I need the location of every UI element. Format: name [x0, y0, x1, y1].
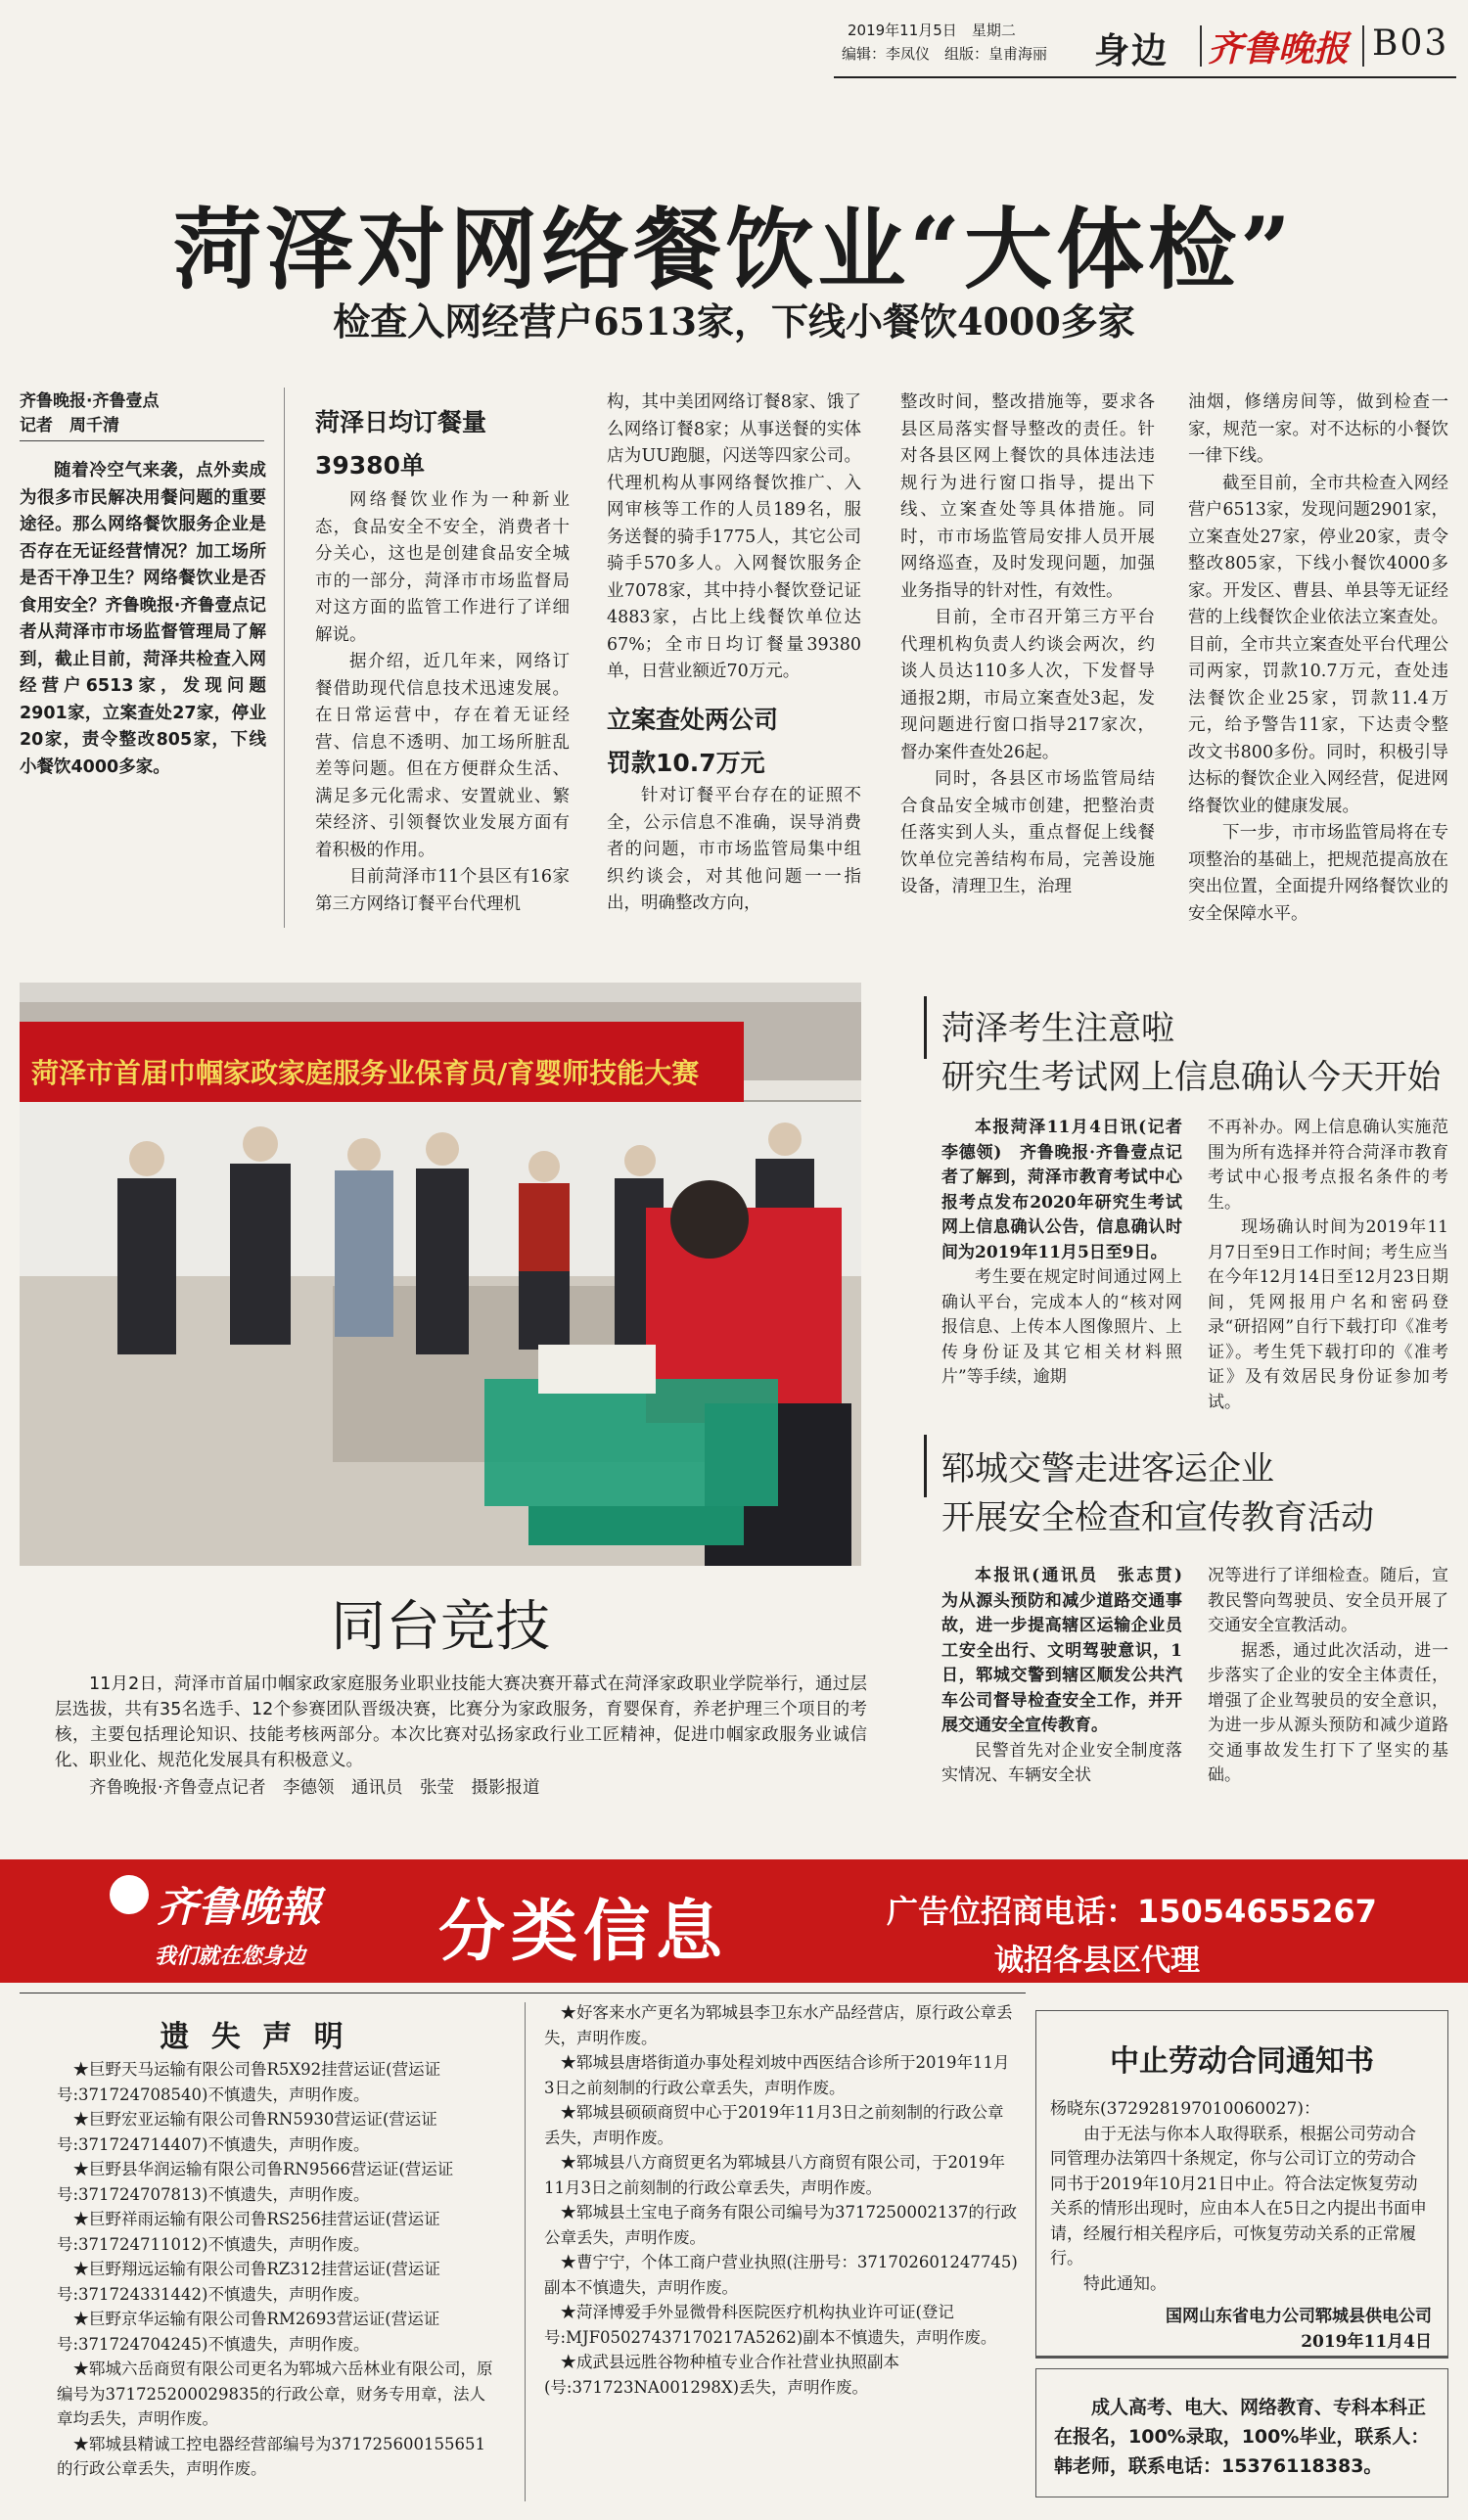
lead-col5: 油烟，修缮房间等，做到检查一家，规范一家。对不达标的小餐饮一律下线。 截至目前，全市共检查入网经营户6513家，发现问题2901家，立案查处27家，停业20家，责令整改805家，下线小餐饮4000多家。开发区、曹县、单县等无证经营的上线餐饮企业依法立案查处。目前，全市共立案查处平台代理公司两家，罚款10.7万元，查处违法餐饮企业25家，罚款11.4万元，给予警告11家，下达责令整改文书800多份。同时，积极引导达标的餐饮企业入网经营，促进网络餐饮业的健康发展。 下一步，市市场监管局将在专项整治的基础上，把规范提高放在突出位置，全面提升网络餐饮业的安全保障水平。 — [1188, 392, 1448, 924]
labor-notice-body: 杨晓东(372928197010060027)： 由于无法与你本人取得联系，根据公司劳动合同管理办法第四十条规定，你与公司订立的劳动合同书于2019年10月21日中止。符合法定恢复劳动关系的情形出现时，应由本人在5日之内提出书面申请，经履行相关程序后，可恢复劳动关系的正常履行。 特此通知。 国网山东省电力公司郓城县供电公司 2019年11月4日 — [1050, 2099, 1432, 2352]
banner-title: 分类信息 — [438, 1893, 729, 1971]
lead-col3: 构，其中美团网络订餐8家、饿了么网络订餐8家；从事送餐的实体店为UU跑腿，闪送等四家公司。代理机构从事网络餐饮推广、入网审核等工作的人员189名，服务送餐的骑手1775人，其它公司骑手570多人。入网餐饮服务企业7078家，其中持小餐饮登记证4883家，占比上线餐饮单位达67%；全市日均订餐量39380单，日营业额近70万元。 — [607, 392, 861, 681]
labor-notice-title: 中止劳动合同通知书 — [1110, 2044, 1374, 2079]
byline: 齐鲁晚报·齐鲁壹点 记者 周千清 — [20, 391, 160, 435]
photo-caption-title: 同台竞技 — [331, 1595, 550, 1659]
exam-col2: 不再补办。网上信息确认实施范围为所有选择并符合菏泽市教育考试中心报考点报名条件的考生。 现场确认时间为2019年11月7日至9日工作时间；考生应当在今年12月14日至12月23日期间，凭网报用户名和密码登录“研招网”自行下载打印《准考证》。考生凭下载打印的《准考证》及有效居民身份证参加考试。 — [1208, 1118, 1448, 1412]
labor-notice — [1035, 2010, 1448, 2357]
lead-intro: 随着冷空气来袭，点外卖成为很多市民解决用餐问题的重要途径。那么网络餐饮服务企业是否存在无证经营情况？加工场所是否干净卫生？网络餐饮业是否食用安全？齐鲁晚报·齐鲁壹点记者从菏泽市市场监督管理局了解到，截止目前，菏泽共检查入网经营户6513家，发现问题2901家，立案查处27家，停业20家，责令整改805家，下线小餐饮4000多家。 — [20, 461, 266, 777]
column-rule — [284, 388, 285, 928]
lead-col2: 网络餐饮业作为一种新业态，食品安全不安全，消费者十分关心，这也是创建食品安全城市的一部分，菏泽市市场监督局对这方面的监管工作进行了详细解说。 据介绍，近几年来，网络订餐借助现代信息技术迅速发展。在日常运营中，存在着无证经营、信息不透明、加工场所脏乱差等问题。但在方便群众生活、满足多元化需求、安置就业、繁荣经济、引领餐饮业发展方面有着积极的作用。 目前菏泽市11个县区有16家第三方网络订餐平台代理机 — [315, 490, 570, 914]
news-photo — [20, 983, 861, 1566]
page-number: B03 — [1372, 23, 1449, 64]
traffic-col1: 本报讯(通讯员 张志贯) 为从源头预防和减少道路交通事故，进一步提高辖区运输企业员工安全出行、文明驾驶意识，1日，郓城交警到辖区顺发公共汽车公司督导检查安全工作，并开展交通安全宣传教育。 民警首先对企业安全制度落实情况、车辆安全状 — [941, 1566, 1199, 1785]
banner-hotline: 广告位招商电话：15054655267 — [887, 1893, 1377, 1930]
education-ad-text: 成人高考、电大、网络教育、专科本科正在报名，100%录取，100%毕业，联系人：韩老师，联系电话：15376118383。 — [1054, 2397, 1430, 2477]
exam-col1: 本报菏泽11月4日讯(记者 李德领) 齐鲁晚报·齐鲁壹点记者了解到，菏泽市教育考试中心报考点发布2020年研究生考试网上信息确认公告，信息确认时间为2019年11月5日至9日。 考生要在规定时间通过网上确认平台，完成本人的“核对网报信息、上传本人图像照片、上传身份证及其它相关材料照片”等手续，逾期 — [941, 1118, 1199, 1387]
header-divider — [1362, 25, 1364, 67]
editor-credits: 编辑：李凤仪 组版：皇甫海丽 — [842, 45, 1048, 63]
section-name: 身边 — [1094, 30, 1170, 71]
story-marker — [924, 1435, 927, 1497]
byline-rule — [20, 440, 264, 441]
issue-date: 2019年11月5日 星期二 — [848, 22, 1016, 39]
traffic-col2: 况等进行了详细检查。随后，宣教民警向驾驶员、安全员开展了交通安全宣教活动。 据悉，通过此次活动，进一步落实了企业的安全主体责任，增强了企业驾驶员的安全意识，为进一步从源头预防和减少道路交通事故发生打下了坚实的基础。 — [1208, 1566, 1448, 1785]
column-rule — [525, 2002, 526, 2501]
banner-logo: 齐鲁晚報 — [157, 1883, 322, 1931]
lost-list-1: ★巨野天马运输有限公司鲁R5X92挂营运证(营运证号:371724708540)不慎遗失，声明作废。 ★巨野宏亚运输有限公司鲁RN5930营运证(营运证号:371724714407)不慎遗失，声明作废。 ★巨野县华润运输有限公司鲁RN9566营运证(营运证号:371724707813)不慎遗失，声明作废。 ★巨野祥雨运输有限公司鲁RS256挂营运证(营运证号:371724711012)不慎遗失，声明作废。 ★巨野翔远运输有限公司鲁RZ312挂营运证(营运证号:371724331442)不慎遗失，声明作废。 ★巨野京华运输有限公司鲁RM2693营运证(营运证号:371724704245)不慎遗失，声明作废。 ★郓城六岳商贸有限公司更名为郓城六岳林业有限公司，原编号为3717252000298​35的行政公章，财务专用章，法人章均丢失，声明作废。 ★郓城县精诚工控电器经营部编号为371725600155651的行政公章丢失，声明作废。 — [57, 2060, 493, 2478]
header-divider — [1200, 25, 1202, 67]
lost-title: 遗 失 声 明 — [160, 2020, 349, 2054]
headline: 菏泽对网络餐饮业“大体检” — [173, 198, 1295, 301]
lead-col4: 整改时间，整改措施等，要求各县区局落实督导整改的责任。针对各县区网上餐饮的具体违法违规行为进行窗口指导，提出下线、立案查处等具体措施。同时，市市场监管局安排人员开展网络巡查，及时发现问题，加强业务指导的针对性，有效性。 目前，全市召开第三方平台代理机构负责人约谈会两次，约谈人员达110多人次，下发督导通报2期，市局立案查处3起，发现问题进行窗口指导217家次，督办案件查处26起。 同时，各县区市场监管局结合食品安全城市创建，把整治责任落实到人头，重点督促上线餐饮单位完善结构布局，完善设施设备，清理卫生，治理 — [900, 392, 1155, 896]
subhead-order-volume: 菏泽日均订餐量 39380单 — [315, 408, 487, 480]
lost-list-2: ★好客来水产更名为郓城县李卫东水产品经营店，原行政公章丢失，声明作废。 ★郓城县唐塔街道办事处程刘坡中西医结合诊所于2019年11月3日之前刻制的行政公章丢失，声明作废。 ★郓城县硕硕商贸中心于2019年11月3日之前刻制的行政公章丢失，声明作废。 ★郓城县八方商贸更名为郓城县八方商贸有限公司，于2019年11月3日之前刻制的行政公章丢失，声明作废。 ★郓城县土宝电子商务有限公司编号为371725000213​7的行政公章丢失，声明作废。 ★曹宁宁，个体工商户营业执照(注册号：371702601247745)副本不慎遗失，声明作废。 ★菏泽博爱手外显微骨科医院医疗机构执业许可证(登记号:MJF05027437170217A5262)副本不慎遗失，声明作废。 ★成武县远胜谷物种植专业合作社营业执照副本(号:371723NA001298X)丢失，声明作废。 — [544, 2003, 1018, 2397]
subhead-penalty: 立案查处两公司 罚款10.7万元 — [607, 706, 779, 777]
photo-caption: 11月2日，菏泽市首届巾帼家政家庭服务业职业技能大赛决赛开幕式在菏泽家政职业学院举行，通过层层选拔，共有35名选手、12个参赛团队晋级决赛，比赛分为家政服务，育婴保育，养老护理三个项目的考核，主要包括理论知识、技能考核两部分。本次比赛对弘扬家政行业工匠精神，促进巾帼家政服务业诚信化、职业化、规范化发展具有积极意义。 齐鲁晚报·齐鲁壹点记者 李德领 通讯员 张莹 摄影报道 — [55, 1674, 867, 1798]
lead-col3b: 针对订餐平台存在的证照不全，公示信息不准确，误导消费者的问题，市市场监管局集中组织约谈会，对其他问题一一指出，明确整改方向， — [607, 786, 861, 913]
story-marker — [924, 996, 927, 1059]
traffic-headline: 郓城交警走进客运企业 开展安全检查和宣传教育活动 — [941, 1449, 1374, 1537]
header-rule — [834, 76, 1456, 78]
exam-headline: 菏泽考生注意啦 研究生考试网上信息确认今天开始 — [941, 1009, 1441, 1097]
brand-logo: 齐鲁晚报 — [1208, 28, 1350, 69]
brand-sun-icon — [110, 1875, 149, 1914]
banner-slogan: 我们就在您身边 — [155, 1944, 306, 1969]
education-ad — [1035, 2368, 1448, 2497]
subheadline: 检查入网经营户6513家，下线小餐饮4000多家 — [333, 299, 1135, 344]
notice-rule — [1035, 2357, 1448, 2359]
banner-agent: 诚招各县区代理 — [994, 1944, 1200, 1978]
photo-banner-text: 菏泽市首届巾帼家政家庭服务业保育员/育婴师技能大赛 — [31, 1057, 700, 1089]
